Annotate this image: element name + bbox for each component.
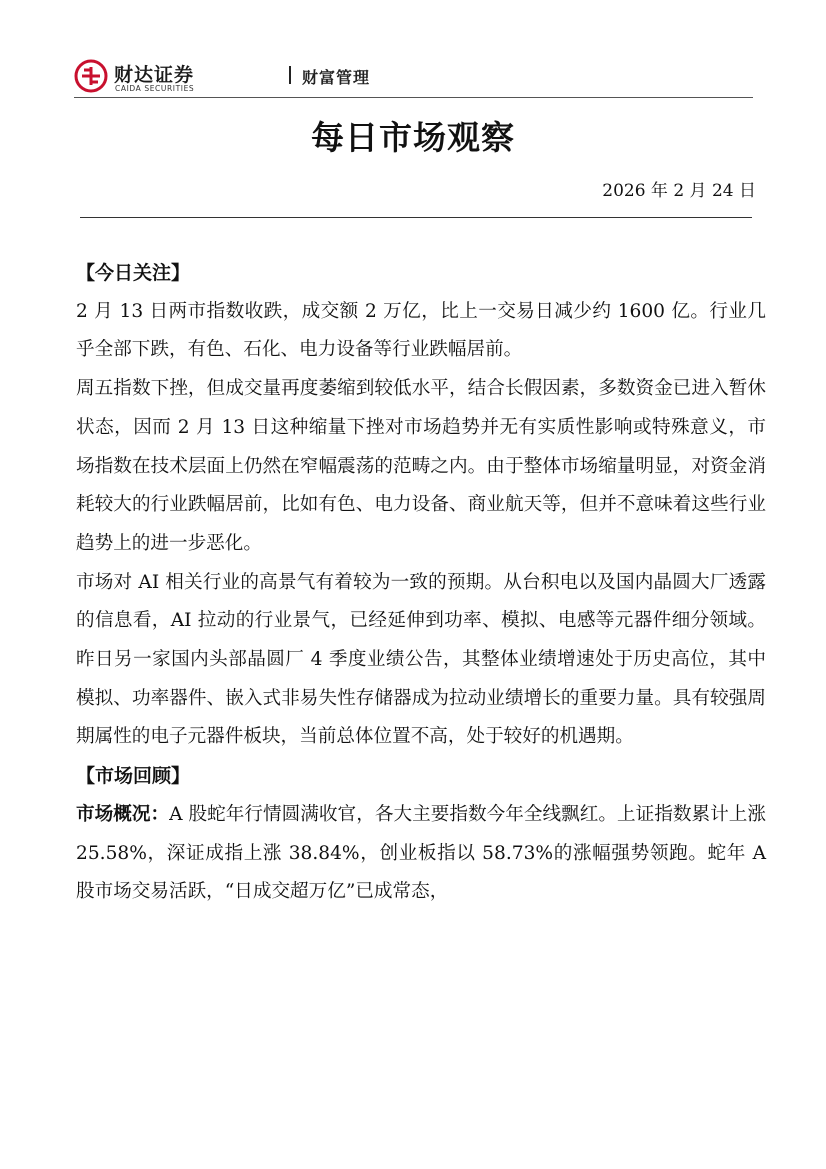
review-lead: 市场概况： xyxy=(76,803,170,825)
focus-paragraph-3: 市场对 AI 相关行业的高景气有着较为一致的预期。从台积电以及国内晶圆大厂透露的信息看，AI 拉动的行业景气，已经延伸到功率、模拟、电感等元器件细分领域。昨日另一家国内头部晶圆厂 4 季度业绩公告，其整体业绩增速处于历史高位，其中模拟、功率器件、嵌入式非易失性存储器成为拉动业绩增长的重要力量。具有较强周期属性的电子元器件板块，当前总体位置不高，处于较好的机遇期。 xyxy=(76,571,766,748)
brand-name-en: CAIDA SECURITIES xyxy=(115,84,195,93)
page-title: 每日市场观察 xyxy=(311,118,515,157)
review-text: A 股蛇年行情圆满收官，各大主要指数今年全线飘红。上证指数累计上涨 25.58%，深证成指上涨 38.84%，创业板指以 58.73%的涨幅强势领跑。蛇年 A 股市场交易活跃，“日成交超万亿”已成常态， xyxy=(76,803,766,903)
caida-logo-icon xyxy=(74,59,108,93)
header-divider xyxy=(74,97,753,98)
focus-paragraph-2: 周五指数下挫，但成交量再度萎缩到较低水平，结合长假因素，多数资金已进入暂休状态，因而 2 月 13 日这种缩量下挫对市场趋势并无有实质性影响或特殊意义，市场指数在技术层面上仍然在窄幅震荡的范畴之内。由于整体市场缩量明显，对资金消耗较大的行业跌幅居前，比如有色、电力设备、商业航天等，但并不意味着这些行业趋势上的进一步恶化。 xyxy=(76,378,766,554)
report-date: 2026 年 2 月 24 日 xyxy=(602,181,756,201)
sub-brand: 财富管理 xyxy=(302,68,371,87)
brand-name: 财达证券 xyxy=(114,64,195,86)
section-heading-focus: 【今日关注】 xyxy=(76,262,191,284)
focus-paragraph-1: 2 月 13 日两市指数收跌，成交额 2 万亿，比上一交易日减少约 1600 亿。行业几乎全部下跌，有色、石化、电力设备等行业跌幅居前。 xyxy=(76,300,766,361)
report-body xyxy=(76,254,766,912)
title-divider xyxy=(80,217,752,218)
review-paragraph xyxy=(76,796,766,912)
page-header xyxy=(74,58,754,94)
brand-divider xyxy=(289,66,291,84)
section-heading-review: 【市场回顾】 xyxy=(76,765,191,788)
